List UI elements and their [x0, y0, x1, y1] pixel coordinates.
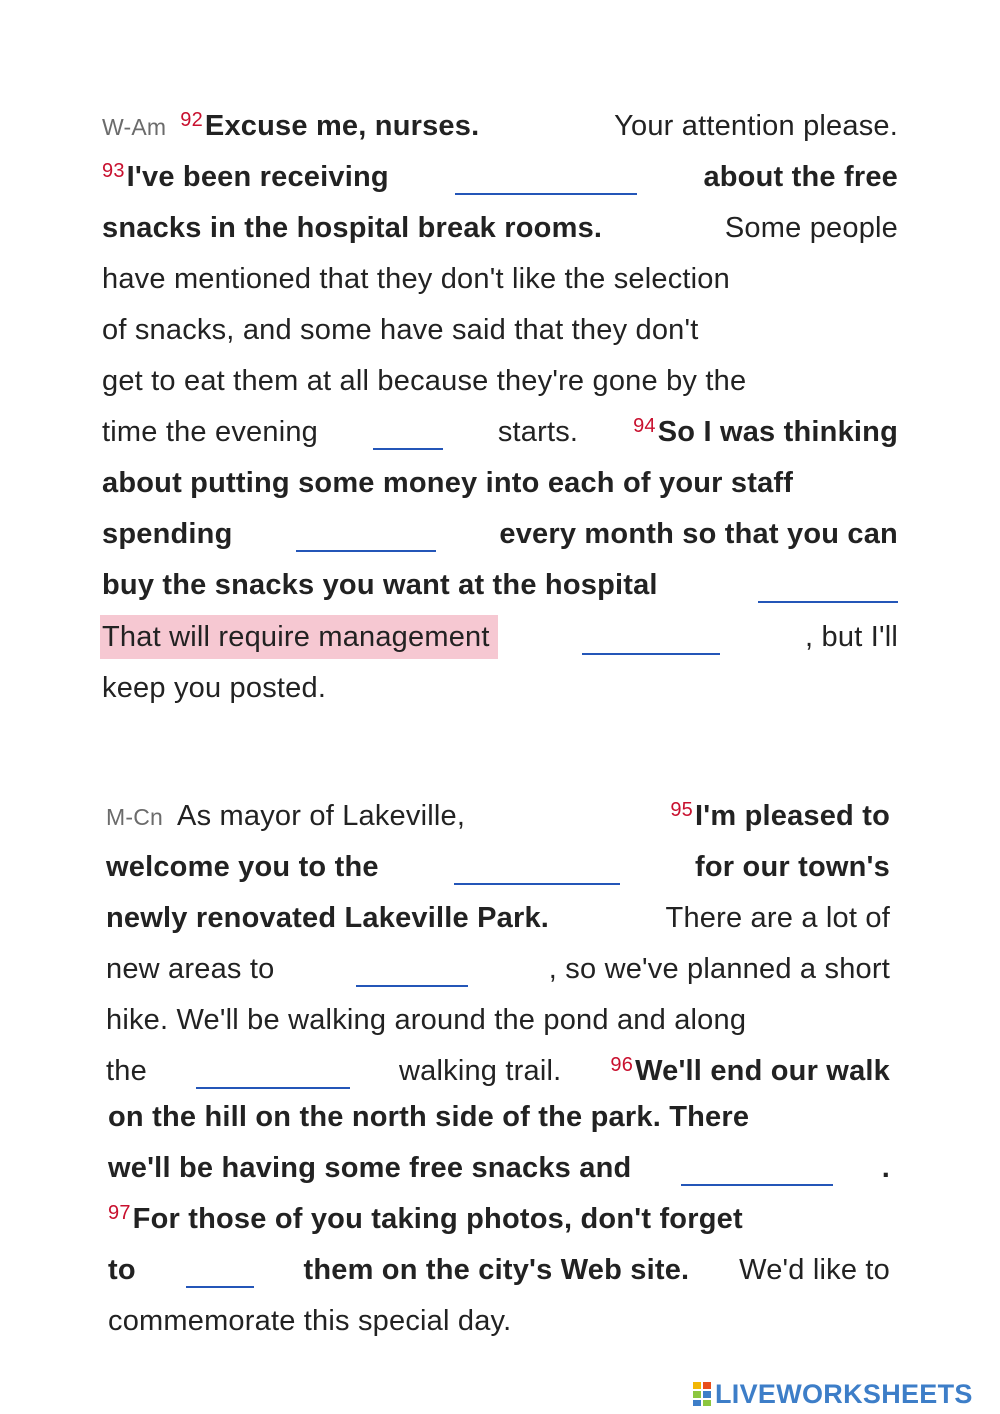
- question-number: 94: [633, 415, 656, 437]
- bold-text: welcome you to the: [106, 851, 379, 883]
- blank-input-6[interactable]: [454, 855, 620, 885]
- text: We'd like to: [739, 1254, 890, 1286]
- text: , but I'll: [805, 621, 898, 653]
- bold-text: for our town's: [695, 851, 890, 883]
- text: have mentioned that they don't like the selection: [102, 263, 730, 295]
- p1-line-8: [102, 461, 898, 505]
- question-number: 96: [610, 1054, 634, 1076]
- speaker-label: M-Cn: [106, 804, 164, 830]
- bold-text: buy the snacks you want at the hospital: [102, 569, 658, 601]
- text: Some people: [724, 212, 898, 244]
- p2-line-8: [108, 1146, 890, 1190]
- p2-line-1: [106, 794, 890, 838]
- text: commemorate this special day.: [108, 1305, 512, 1337]
- bold-text: about putting some money into each of your staff: [102, 467, 794, 499]
- bold-text: on the hill on the north side of the park. There: [108, 1101, 750, 1133]
- logo-text: LIVEWORKSHEETS: [715, 1378, 973, 1409]
- bold-text: I've been receiving: [126, 161, 389, 193]
- speaker-label: W-Am: [102, 114, 167, 140]
- bold-text: So I was thinking: [657, 416, 898, 448]
- p1-line-12: [102, 666, 898, 710]
- text: There are a lot of: [665, 902, 890, 934]
- bold-text: we'll be having some free snacks and: [108, 1152, 632, 1184]
- blank-input-2[interactable]: [373, 420, 443, 450]
- text: keep you posted.: [102, 672, 327, 704]
- text: As mayor of Lakeville,: [177, 800, 466, 832]
- blank-input-8[interactable]: [196, 1059, 350, 1089]
- bold-text: For those of you taking photos, don't forget: [132, 1203, 743, 1235]
- bold-text: We'll end our walk: [635, 1055, 890, 1087]
- p1-line-2: [102, 155, 898, 199]
- bold-text: I'm pleased to: [694, 800, 890, 832]
- bold-text: .: [881, 1152, 890, 1184]
- p1-line-9: [102, 512, 898, 556]
- text: of snacks, and some have said that they don't: [102, 314, 699, 346]
- p1-line-11: [102, 615, 898, 659]
- p2-line-10: [108, 1248, 890, 1292]
- bold-text: spending: [102, 518, 233, 550]
- text: get to eat them at all because they're gone by the: [102, 365, 747, 397]
- p1-line-10: [102, 563, 898, 607]
- p2-line-11: [108, 1299, 890, 1343]
- p1-line-1: [102, 104, 898, 148]
- text: time the evening: [102, 416, 318, 448]
- bold-text: newly renovated Lakeville Park.: [106, 902, 550, 934]
- question-number: 93: [102, 160, 125, 182]
- question-number: 97: [108, 1202, 131, 1224]
- bold-text: every month so that you can: [499, 518, 898, 550]
- blank-input-7[interactable]: [356, 957, 468, 987]
- text: the: [106, 1055, 147, 1087]
- text: hike. We'll be walking around the pond and along: [106, 1004, 747, 1036]
- p2-line-9: [108, 1197, 890, 1241]
- blank-input-1[interactable]: [455, 165, 637, 195]
- text: walking trail.: [399, 1055, 562, 1087]
- liveworksheets-logo-icon: [693, 1382, 711, 1406]
- p1-line-5: [102, 308, 898, 352]
- p2-line-4: [106, 947, 890, 991]
- bold-text: them on the city's Web site.: [303, 1254, 690, 1286]
- p2-line-3: [106, 896, 890, 940]
- p1-line-4: [102, 257, 898, 301]
- p1-line-7: [102, 410, 898, 454]
- p2-line-6: [106, 1049, 890, 1093]
- text: , so we've planned a short: [548, 953, 890, 985]
- p2-line-5: [106, 998, 890, 1042]
- p2-line-2: [106, 845, 890, 889]
- blank-input-10[interactable]: [186, 1258, 254, 1288]
- p2-line-7: [108, 1095, 890, 1139]
- liveworksheets-logo: [693, 1377, 973, 1411]
- highlighted-text: That will require management: [100, 615, 498, 659]
- p1-line-3: [102, 206, 898, 250]
- question-number: 92: [180, 109, 203, 131]
- text: starts.: [497, 416, 579, 448]
- blank-input-4[interactable]: [758, 573, 898, 603]
- blank-input-9[interactable]: [681, 1156, 833, 1186]
- text: new areas to: [106, 953, 275, 985]
- bold-text: Excuse me, nurses.: [204, 110, 480, 142]
- text: Your attention please.: [614, 110, 898, 142]
- blank-input-5[interactable]: [582, 625, 720, 655]
- bold-text: to: [108, 1254, 136, 1286]
- question-number: 95: [670, 799, 693, 821]
- bold-text: about the free: [703, 161, 898, 193]
- p1-line-6: [102, 359, 898, 403]
- blank-input-3[interactable]: [296, 522, 436, 552]
- bold-text: snacks in the hospital break rooms.: [102, 212, 603, 244]
